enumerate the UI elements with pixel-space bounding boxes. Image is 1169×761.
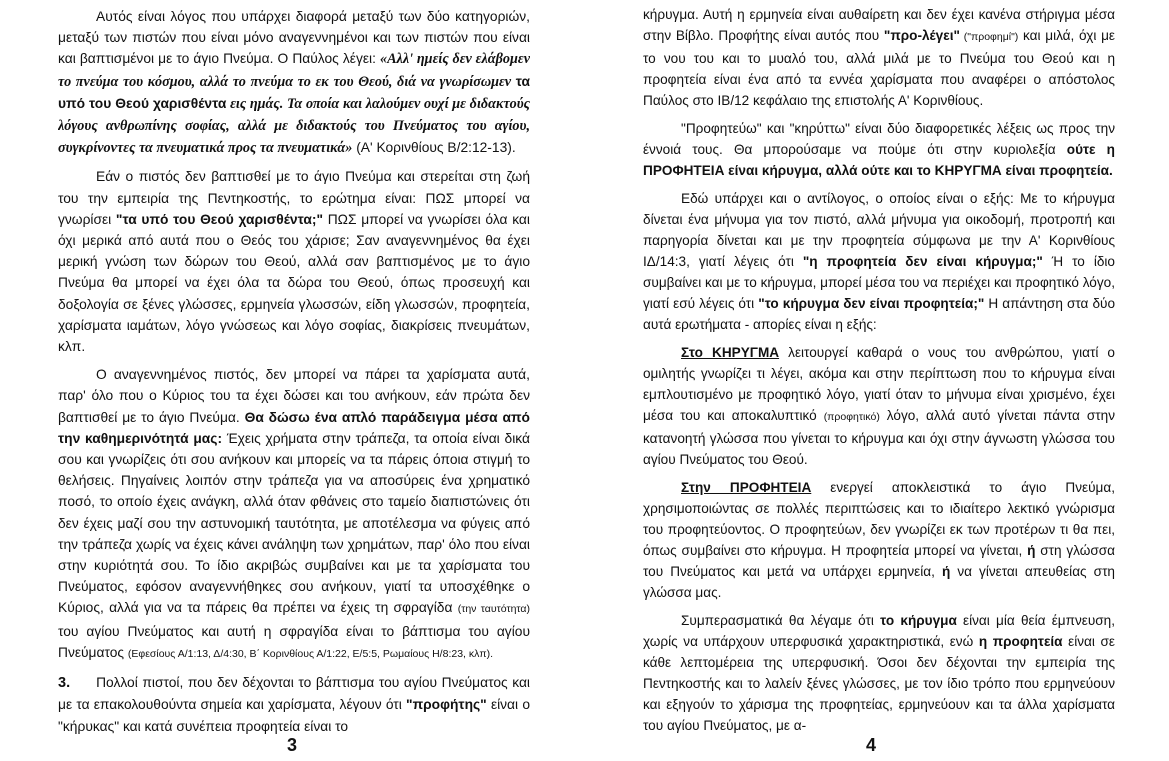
underlined-heading: Στο ΚΗΡΥΓΜΑ — [681, 345, 780, 360]
note-text: ("προφημί") — [959, 31, 1019, 43]
right-page — [643, 0, 1115, 761]
text: λόγο, αλλά αυτό γίνεται πάντα στην κατανοητή γλώσσα που γίνεται το κήρυγμα και όχι στην άγνωστη γλώσσα του αγίου Πνεύματος του Θεού. — [643, 408, 1115, 467]
text: Η απάντηση στα δύο αυτά ερωτήματα - απορίες είναι η εξής: — [643, 296, 1115, 332]
emphasis-text: Θα δώσω ένα απλό παράδειγμα μέσα από την καθημερινότητά μας: — [58, 409, 530, 446]
text: ενεργεί αποκλειστικά το άγιο Πνεύμα, χρησιμοποιώντας σε πολλές περιπτώσεις και το ιδιαίτερο λεκτικό γνώρισμα του προφητεύοντος. Ο προφητεύων, δεν γνωρίζει εκ των προτέρων τι θα πει, όπως συμβαίνει στο κήρυγμα. Η προφητεία μπορεί να γίνεται, — [643, 480, 1115, 558]
right-page-body — [643, 4, 1115, 743]
emphasis-text: το κήρυγμα — [880, 613, 957, 628]
paragraph — [643, 118, 1115, 181]
page-number-right: 4 — [866, 735, 877, 755]
scripture-quote: εις ημάς. Τα οποία και λαλούμεν ουχί με διδακτούς λόγους ανθρωπίνης σοφίας, αλλά με διδακτούς του Πνεύματος του αγίου, συγκρίνοντες τα πνευματικά προς τα πνευματικά» — [58, 95, 530, 157]
text: Συμπερασματικά θα λέγαμε ότι — [681, 613, 881, 628]
emphasis-text: η προφητεία — [978, 634, 1063, 649]
emphasis-text: "η προφητεία δεν είναι κήρυγμα;" — [802, 254, 1043, 269]
paragraph — [643, 188, 1115, 335]
numbered-paragraph — [58, 672, 530, 737]
text: Ο αναγεννημένος πιστός, δεν μπορεί να πάρει τα χαρίσματα αυτά, παρ' όλο που ο Κύριος του τα έχει δώσει και του ανήκουν, εάν πρώτα δεν βαπτισθεί με το άγιο Πνεύμα. — [58, 367, 530, 425]
underlined-heading: Στην ΠΡΟΦΗΤΕΙΑ — [681, 480, 812, 495]
text: να γίνεται απευθείας στη γλώσσα μας. — [643, 564, 1115, 600]
text: Αυτός είναι λόγος που υπάρχει διαφορά μεταξύ των δύο κατηγοριών, μεταξύ των πιστών που είναι μόνο αναγεννημένοι και των πιστών που είναι και βαπτισμένοι με το άγιο Πνεύμα. Ο Παύλος λέγει: — [58, 9, 530, 67]
emphasis-text: "τα υπό του Θεού χαρισθέντα;" — [115, 211, 323, 227]
text: Πολλοί πιστοί, που δεν δέχονται το βάπτισμα του αγίου Πνεύματος και με τα επακολουθούντα σημεία και χαρίσματα, λέγουν ότι — [58, 675, 530, 713]
text: ΠΩΣ μπορεί να γνωρίσει όλα και όχι μερικά από αυτά που ο Θεός του χάρισε; Σαν αναγεννημένος θα έχει μερική γνώση των δώρων του Θεού, αλλά σαν βαπτισμένος με το άγιο Πνεύμα θα μπορεί να έχει όλα τα δώρα του Θεού, όπως προσευχή και δοξολογία σε ξένες γλώσσες, ερμηνεία γλωσσών, είδη γλωσσών, προφητεία, χαρίσματα ιαμάτων, λόγο γνώσεως και λόγο σοφίας, διακρίσεις πνευμάτων, κλπ. — [58, 211, 530, 355]
text: Εδώ υπάρχει και ο αντίλογος, ο οποίος είναι ο εξής: Με το κήρυγμα δίνεται ένα μήνυμα για τον πιστό, αλλά μήνυμα για οικοδομή, προτροπή και παρηγορία δίνεται και με την προφητεία σύμφωνα με την Α' Κορινθίους ΙΔ/14:3, γιατί λέγεις ότι — [643, 191, 1115, 269]
paragraph — [58, 166, 530, 357]
text: Ή το ίδιο συμβαίνει και με το κήρυγμα, μπορεί μέσα του να περιέχει και προφητικό λόγο, γιατί εσύ λέγεις ότι — [643, 254, 1115, 311]
text: και μιλά, όχι με το νου του και το μυαλό του, αλλά μιλά με το Πνεύμα του Θεού και η προφητεία είναι ένα από τα εννέα χαρίσματα που αναφέρει ο απόστολος Παύλος στο ΙΒ/12 κεφάλαιο της επιστολής Α' Κορινθίους. — [643, 28, 1115, 108]
scripture-reference: (Εφεσίους Α/1:13, Δ/4:30, Β΄ Κορινθίους Α/1:22, Ε/5:5, Ρωμαίους Η/8:23, κλπ). — [127, 647, 494, 660]
left-page-body — [58, 6, 530, 744]
emphasis-text: ή — [941, 564, 951, 579]
text: στη γλώσσα του Πνεύματος και μετά να υπάρχει ερμηνεία, — [643, 543, 1115, 579]
text: "Προφητεύω" και "κηρύττω" είναι δύο διαφορετικές λέξεις ως προς την έννοιά τους. Θα μπορούσαμε να πούμε ότι στην κυριολεξία — [643, 121, 1115, 157]
paragraph-number: 3. — [58, 675, 71, 692]
text: λειτουργεί καθαρά ο νους του ανθρώπου, γιατί ο ομιλητής γνωρίζει τι λέγει, ακόμα και στην περίπτωση που το κήρυγμα είναι εμπλουτισμένο με προφητικό λόγο, γιατί όταν το μήνυμα είναι χρισμένο, έχει μέσα του και αποκαλυπτικό — [643, 345, 1115, 423]
emphasis-text: ούτε η ΠΡΟΦΗΤΕΙΑ είναι κήρυγμα, αλλά ούτε και το ΚΗΡΥΓΜΑ είναι προφητεία. — [643, 142, 1115, 178]
note-text: (την ταυτότητα) — [457, 603, 530, 616]
paragraph — [643, 610, 1115, 736]
text: κήρυγμα. Αυτή η ερμηνεία είναι αυθαίρετη και δεν έχει κανένα στήριγμα μέσα στην Βίβλο. Προφήτης είναι αυτός που — [643, 7, 1115, 43]
emphasis-text: "προ-λέγει" — [883, 28, 960, 43]
scripture-reference: (Α' Κορινθίους Β/2:12-13). — [352, 140, 516, 156]
emphasis-text: τα υπό του Θεού χαρισθέντα — [58, 73, 530, 111]
paragraph — [643, 477, 1115, 603]
text: είναι μία θεία έμπνευση, χωρίς να υπάρχουν υπερφυσικά χαρακτηριστικά, ενώ — [643, 613, 1115, 649]
emphasis-text: "προφήτης" — [406, 697, 487, 713]
emphasis-text: ή — [1027, 543, 1036, 558]
text: Έχεις χρήματα στην τράπεζα, τα οποία είναι δικά σου και γνωρίζεις ότι σου ανήκουν και μπορείς να τα πάρεις όποια στιγμή το θελήσεις. Πηγαίνεις λοιπόν στην τράπεζα για να αποσύρεις ένα χρηματικό ποσό, το οποίο έχεις ανάγκη, αλλά όταν φθάνεις στο ταμείο διαπιστώνεις ότι δεν έχεις μαζί σου την αστυνομική ταυτότητα, με αποτέλεσμα να φύγεις από την τράπεζα χωρίς να έχεις κάνει ανάληψη των χρημάτων, παρ' όλο που είναι στην κυριότητά σου. Το ίδιο ακριβώς συμβαίνει και με τα χαρίσματα του Πνεύματος, εφόσον αναγεννήθηκες σου ανήκουν, γιατί τα υποσχέθηκε ο Κύριος, αλλά για να τα πάρεις θα πρέπει να έχεις τη σφραγίδα — [58, 430, 530, 616]
left-page — [58, 0, 530, 761]
text: του αγίου Πνεύματος και αυτή η σφραγίδα είναι το βάπτισμα του αγίου Πνεύματος — [58, 623, 530, 660]
text: είναι ο "κήρυκας" και κατά συνέπεια προφητεία είναι το — [58, 697, 530, 734]
paragraph — [58, 6, 530, 159]
text: είναι σε κάθε λεπτομέρεια της υπερφυσική. Όσοι δεν δέχονται την εμπειρία της Πεντηκοστής και το λαλείν ξένες γλώσσες, με τον ίδιο τρόπο που ερμηνεύουν και εξηγούν το χάρισμα της προφητείας, ερμηνεύουν και τα άλλα χαρίσματα του αγίου Πνεύματος, με α- — [643, 634, 1115, 733]
paragraph — [643, 4, 1115, 111]
text: Εάν ο πιστός δεν βαπτισθεί με το άγιο Πνεύμα και στερείται στη ζωή του την εμπειρία της Πεντηκοστής, το ερώτημα είναι: ΠΩΣ μπορεί να γνωρίσει — [58, 169, 530, 227]
paragraph — [58, 364, 530, 665]
emphasis-text: "το κήρυγμα δεν είναι προφητεία;" — [758, 296, 985, 311]
scripture-quote: «Αλλ' ημείς δεν ελάβομεν το πνεύμα του κόσμου, αλλά το πνεύμα το εκ του Θεού, διά να γνωρίσωμεν — [58, 51, 530, 90]
note-text: (προφητικό) — [823, 411, 880, 423]
paragraph — [643, 342, 1115, 470]
page-number-left: 3 — [287, 735, 298, 755]
